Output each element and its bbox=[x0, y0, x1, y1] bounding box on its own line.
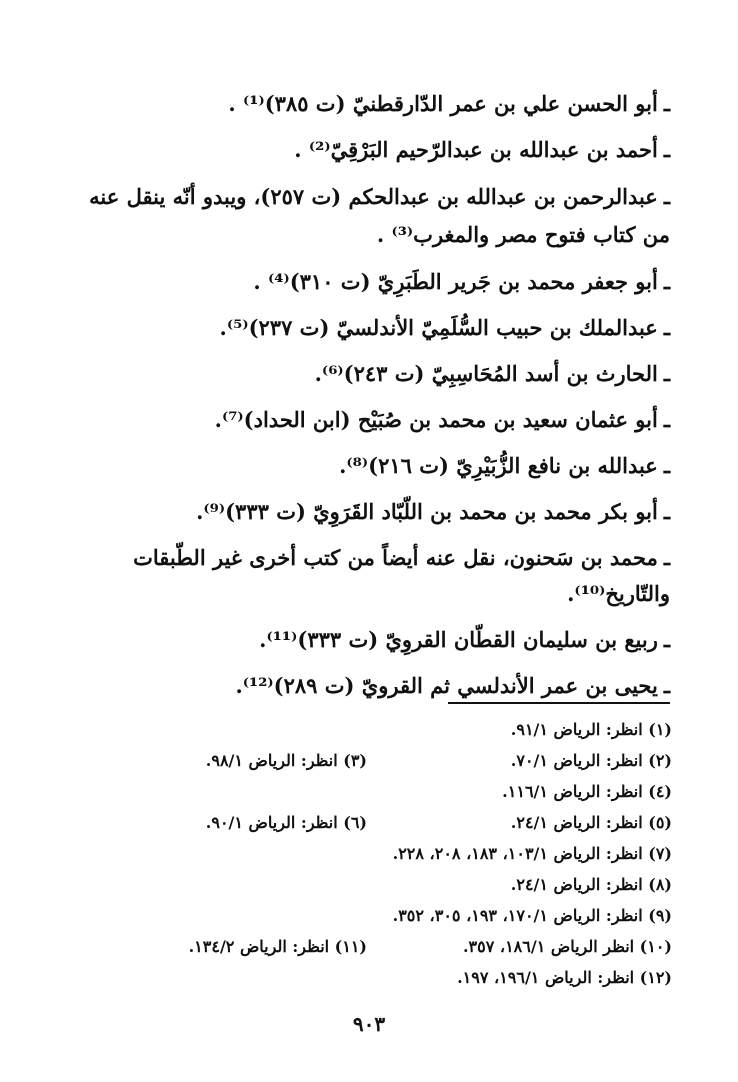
list-item bbox=[64, 402, 670, 438]
footnote-row bbox=[62, 869, 672, 900]
entry-text: أبو جعفر محمد بن جَرير الطَبَرِيّ (ت ٣١٠)⁽⁴⁾ . bbox=[253, 269, 658, 294]
entry-list bbox=[64, 86, 670, 714]
list-item bbox=[64, 264, 670, 300]
entry-text: الحارث بن أسد المُحَاسِبِيّ (ت ٢٤٣)⁽⁶⁾. bbox=[314, 361, 658, 386]
footnote-row bbox=[62, 962, 672, 993]
entry-text: ربيع بن سليمان القطّان القروِيّ (ت ٣٣٣)⁽¹¹⁾. bbox=[259, 627, 658, 652]
dash: ـ bbox=[663, 453, 670, 478]
footnote: (٣) انظر: الرياض ٩٨/١. bbox=[205, 751, 367, 770]
dash: ـ bbox=[663, 673, 670, 698]
footnote: (١٢) انظر: الرياض ١٩٦/١، ١٩٧. bbox=[457, 968, 672, 987]
dash: ـ bbox=[663, 499, 670, 524]
page-number: ٩٠٣ bbox=[352, 1012, 386, 1036]
footnote: (٢) انظر: الرياض ٧٠/١. bbox=[510, 751, 672, 770]
entry-text: أبو بكر محمد بن محمد بن اللّبّاد القَرَوِيّ (ت ٣٣٣)⁽⁹⁾. bbox=[196, 499, 658, 524]
entry-text: عبدالرحمن بن عبدالله بن عبدالحكم (ت ٢٥٧)، ويبدو أنّه ينقل عنه من كتاب فتوح مصر والمغرب⁽³⁾ . bbox=[89, 184, 670, 247]
footnote: (٥) انظر: الرياض ٢٤/١. bbox=[510, 813, 672, 832]
entry-text: يحيى بن عمر الأندلسي ثم القرويّ (ت ٢٨٩)⁽¹²⁾. bbox=[235, 673, 658, 698]
dash: ـ bbox=[663, 407, 670, 432]
footnote: (٦) انظر: الرياض ٩٠/١. bbox=[205, 813, 367, 832]
footnote: (٧) انظر: الرياض ١٠٣/١، ١٨٣، ٢٠٨، ٢٢٨. bbox=[392, 844, 672, 863]
entry-text: عبدالله بن نافع الزُّبَيْرِيّ (ت ٢١٦)⁽⁸⁾. bbox=[339, 453, 658, 478]
footnote-row bbox=[62, 807, 672, 838]
dash: ـ bbox=[663, 627, 670, 652]
list-item bbox=[64, 622, 670, 658]
footnote-row bbox=[62, 900, 672, 931]
footnote-row bbox=[62, 931, 672, 962]
footnote-row bbox=[62, 776, 672, 807]
list-item bbox=[64, 494, 670, 530]
footnote: (١١) انظر: الرياض ١٣٤/٢. bbox=[188, 937, 367, 956]
footnote-row bbox=[62, 714, 672, 745]
dash: ـ bbox=[663, 184, 670, 209]
dash: ـ bbox=[663, 137, 670, 162]
footnote: (٨) انظر: الرياض ٢٤/١. bbox=[510, 875, 672, 894]
entry-text: عبدالملك بن حبيب السُّلَمِيّ الأندلسيّ (ت ٢٣٧)⁽⁵⁾. bbox=[219, 315, 658, 340]
entry-text: أحمد بن عبدالله بن عبدالرّحيم البَرْقِيّ⁽²⁾ . bbox=[294, 137, 658, 162]
list-item bbox=[64, 356, 670, 392]
footnote-row bbox=[62, 838, 672, 869]
entry-text: أبو عثمان سعيد بن محمد بن صُبَيْح (ابن الحداد)⁽⁷⁾. bbox=[214, 407, 658, 432]
list-item bbox=[64, 668, 670, 704]
entry-text: محمد بن سَحنون، نقل عنه أيضاً من كتب أخرى غير الطّبقات والتّاريخ⁽¹⁰⁾. bbox=[133, 545, 670, 606]
dash: ـ bbox=[663, 269, 670, 294]
footnote: (١) انظر: الرياض ٩١/١. bbox=[510, 720, 672, 739]
footnote-divider bbox=[448, 702, 670, 704]
dash: ـ bbox=[663, 91, 670, 116]
entry-text: أبو الحسن علي بن عمر الدّارقطنيّ (ت ٣٨٥)⁽¹⁾ . bbox=[228, 91, 658, 116]
footnote: (٩) انظر: الرياض ١٧٠/١، ١٩٣، ٣٠٥، ٣٥٢. bbox=[392, 906, 672, 925]
footnote-row bbox=[62, 745, 672, 776]
dash: ـ bbox=[663, 361, 670, 386]
dash: ـ bbox=[663, 545, 670, 570]
list-item bbox=[64, 310, 670, 346]
footnotes bbox=[62, 714, 672, 993]
footnote: (٤) انظر: الرياض ١١٦/١. bbox=[502, 782, 672, 801]
list-item bbox=[64, 86, 670, 122]
list-item bbox=[64, 448, 670, 484]
list-item bbox=[64, 132, 670, 168]
dash: ـ bbox=[663, 315, 670, 340]
list-item bbox=[64, 178, 670, 254]
list-item bbox=[64, 540, 670, 612]
footnote: (١٠) انظر الرياض ١٨٦/١، ٣٥٧. bbox=[462, 937, 672, 956]
